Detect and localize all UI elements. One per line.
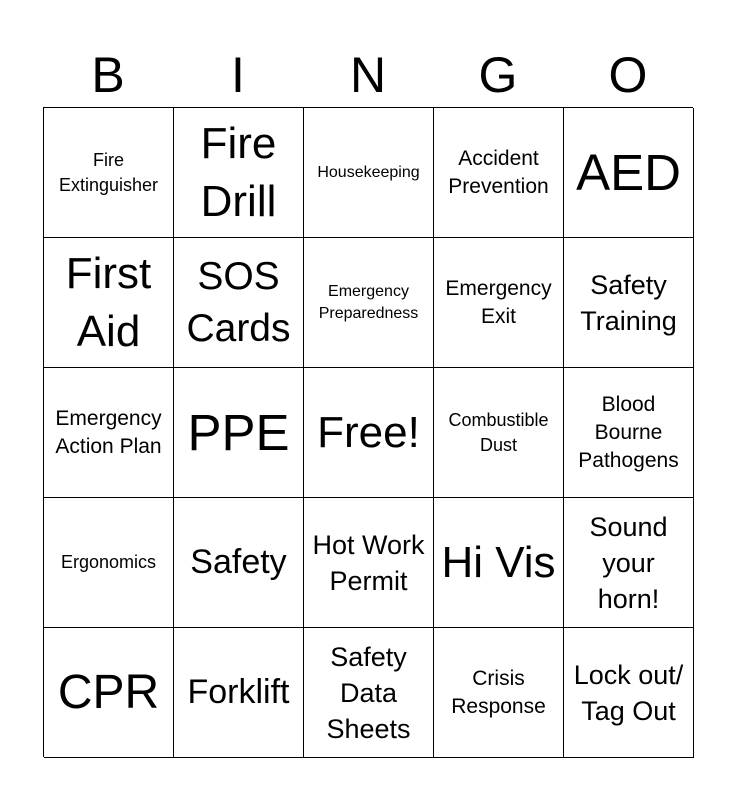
header-letter-o: O <box>608 47 648 103</box>
bingo-cell[interactable] <box>174 368 304 498</box>
bingo-cell[interactable] <box>304 108 434 238</box>
bingo-cell[interactable] <box>304 498 434 628</box>
header-letter-b: B <box>91 47 125 103</box>
bingo-header <box>43 42 693 108</box>
cell-text: Combustible Dust <box>448 409 549 455</box>
bingo-cell[interactable] <box>564 498 694 628</box>
cell-text: Emergency Preparedness <box>318 282 419 322</box>
cell-text: Safety Data Sheets <box>326 641 411 744</box>
cell-text: Safety <box>190 543 287 581</box>
bingo-cell[interactable] <box>434 498 564 628</box>
bingo-cell[interactable] <box>304 628 434 758</box>
bingo-cell[interactable] <box>44 628 174 758</box>
cell-text: Sound your horn! <box>589 511 668 614</box>
cell-text: Lock out/ Tag Out <box>573 659 684 726</box>
header-letter-n: N <box>349 47 387 103</box>
bingo-cell[interactable] <box>434 108 564 238</box>
cell-text: Hi Vis <box>441 537 556 587</box>
cell-text: Hot Work Permit <box>312 529 425 596</box>
free-space-cell[interactable] <box>304 368 434 498</box>
cell-text: SOS Cards <box>186 254 291 350</box>
cell-text: Accident Prevention <box>448 146 549 198</box>
bingo-cell[interactable] <box>174 238 304 368</box>
bingo-cell[interactable] <box>434 238 564 368</box>
bingo-cell[interactable] <box>174 108 304 238</box>
bingo-card-grid <box>43 107 693 757</box>
cell-text: Safety Training <box>580 269 677 336</box>
bingo-cell[interactable] <box>44 238 174 368</box>
bingo-cell[interactable] <box>564 628 694 758</box>
bingo-cell[interactable] <box>564 368 694 498</box>
bingo-cell[interactable] <box>174 628 304 758</box>
cell-text: Crisis Response <box>451 666 546 718</box>
bingo-cell[interactable] <box>174 498 304 628</box>
bingo-cell[interactable] <box>564 108 694 238</box>
cell-text: Ergonomics <box>60 552 157 572</box>
cell-text: Fire Drill <box>200 118 277 226</box>
bingo-cell[interactable] <box>434 628 564 758</box>
bingo-cell[interactable] <box>44 368 174 498</box>
cell-text: AED <box>576 143 681 201</box>
cell-text: Emergency Action Plan <box>55 406 162 458</box>
cell-text: Blood Bourne Pathogens <box>578 392 679 472</box>
cell-text: Forklift <box>187 673 290 711</box>
bingo-cell[interactable] <box>44 108 174 238</box>
bingo-cell[interactable] <box>44 498 174 628</box>
cell-text: PPE <box>187 403 290 461</box>
cell-text: Emergency Exit <box>445 276 552 328</box>
header-letter-g: G <box>478 47 518 103</box>
cell-text: Housekeeping <box>317 163 420 181</box>
cell-text: CPR <box>57 665 160 719</box>
bingo-cell[interactable] <box>304 238 434 368</box>
cell-text: Fire Extinguisher <box>58 149 159 195</box>
bingo-cell[interactable] <box>564 238 694 368</box>
cell-text: First Aid <box>65 248 152 356</box>
cell-text: Free! <box>317 407 420 457</box>
bingo-cell[interactable] <box>434 368 564 498</box>
header-letter-i: I <box>231 47 245 103</box>
